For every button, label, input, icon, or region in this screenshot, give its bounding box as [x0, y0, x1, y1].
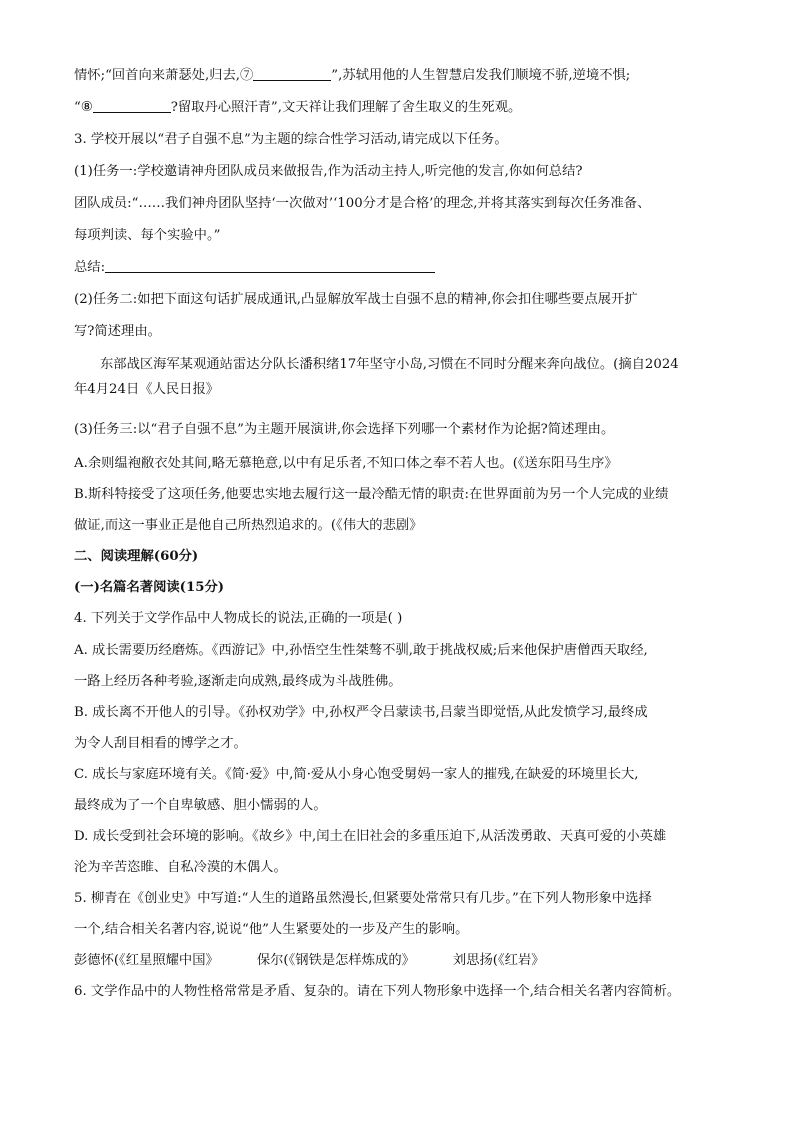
poem-line-2 [74, 98, 521, 118]
q4-option-d-line1: D. 成长受到社会环境的影响。《故乡》中,闰土在旧社会的多重压迫下,从活泼勇敢、天真可爱的小英雄 [74, 829, 667, 844]
q4-stem: 4. 下列关于文学作品中人物成长的说法,正确的一项是( ) [74, 611, 403, 626]
q3-task2-line1: (2)任务二:如把下面这句话扩展成通讯,凸显解放军战士自强不息的精神,你会扣住哪些要点展开扩 [74, 292, 638, 307]
q4-option-a-line2: 一路上经历各种考验,逐渐走向成熟,最终成为斗战胜佛。 [74, 674, 402, 689]
q3-option-a: A.余则缊袍敝衣处其间,略无慕艳意,以中有足乐者,不知口体之奉不若人也。(《送东阳马生序》 [74, 456, 618, 471]
subsection-heading: (一)名篇名著阅读(15分) [74, 580, 225, 595]
q4-option-b-line1: B. 成长离不开他人的引导。《孙权劝学》中,孙权严令吕蒙读书,吕蒙当即觉悟,从此发愤学习,最终成 [74, 705, 648, 720]
q3-option-b-line2: 做证,而这一事业正是他自己所热烈追求的。(《伟大的悲剧》 [74, 518, 423, 533]
q3-summary-label: 总结: [74, 260, 106, 275]
poem-line-1 [74, 66, 630, 86]
q5-line1: 5. 柳青在《创业史》中写道:“人生的道路虽然漫长,但紧要处常常只有几步。”在下列人物形象中选择 [74, 891, 652, 906]
q5-line2: 一个,结合相关名著内容,说说“他”人生紧要处的一步及产生的影响。 [74, 922, 469, 937]
answer-blank-8[interactable] [93, 98, 171, 113]
summary-answer-line[interactable] [105, 258, 435, 273]
poem-line-2-start: “⑧ [74, 100, 93, 115]
q4-option-c-line1: C. 成长与家庭环境有关。《简·爱》中,简·爱从小身心饱受舅妈一家人的摧残,在缺爱的环境里长大, [74, 767, 639, 782]
q3-title: 3. 学校开展以“君子自强不息”为主题的综合性学习活动,请完成以下任务。 [74, 132, 508, 147]
poem-line-1-end: ”,苏轼用他的人生智慧启发我们顺境不骄,逆境不惧; [331, 68, 631, 83]
q3-task2-line2: 写?简述理由。 [74, 324, 161, 339]
poem-line-1-start: 情怀;“回首向来萧瑟处,归去,⑦ [74, 68, 254, 83]
section-heading: 二、阅读理解(60分) [74, 549, 199, 564]
q3-summary [74, 258, 435, 278]
answer-blank-7[interactable] [253, 66, 331, 81]
q5-persons [74, 951, 545, 971]
q5-person-3: 刘思扬(《红岩》 [452, 953, 545, 968]
q3-member-speech-1: 团队成员:“……我们神舟团队坚持‘一次做对’‘100分才是合格’的理念,并将其落实到每次任务准备、 [74, 196, 651, 211]
q4-option-c-line2: 最终成为了一个自卑敏感、胆小懦弱的人。 [74, 798, 327, 813]
q3-news-line2: 年4月24日《人民日报》 [74, 382, 220, 397]
q6-line1: 6. 文学作品中的人物性格常常是矛盾、复杂的。请在下列人物形象中选择一个,结合相关名著内容简析。 [74, 984, 681, 999]
q3-member-speech-2: 每项判读、每个实验中。” [74, 228, 221, 243]
q4-option-a-line1: A. 成长需要历经磨炼。《西游记》中,孙悟空生性桀骜不驯,敢于挑战权威;后来他保护唐僧西天取经, [74, 643, 648, 658]
q4-option-d-line2: 沦为辛苦恣睢、自私冷漠的木偶人。 [74, 860, 287, 875]
q5-person-2: 保尔(《钢铁是怎样炼成的》 [256, 953, 415, 968]
q3-task3: (3)任务三:以“君子自强不息”为主题开展演讲,你会选择下列哪一个素材作为论据?简述理由。 [74, 422, 615, 437]
q4-option-b-line2: 为令人刮目相看的博学之才。 [74, 736, 247, 751]
q3-task1: (1)任务一:学校邀请神舟团队成员来做报告,作为活动主持人,听完他的发言,你如何总结? [74, 164, 583, 179]
q3-news-line1: 东部战区海军某观通站雷达分队长潘积绪17年坚守小岛,习惯在不同时分醒来奔向战位。(摘自2024 [100, 357, 679, 372]
q3-option-b-line1: B.斯科特接受了这项任务,他要忠实地去履行这一最冷酷无情的职责:在世界面前为另一个人完成的业绩 [74, 487, 669, 502]
poem-line-2-end: ?留取丹心照汗青”,文天祥让我们理解了舍生取义的生死观。 [170, 100, 522, 115]
q5-person-1: 彭德怀(《红星照耀中国》 [74, 953, 219, 968]
